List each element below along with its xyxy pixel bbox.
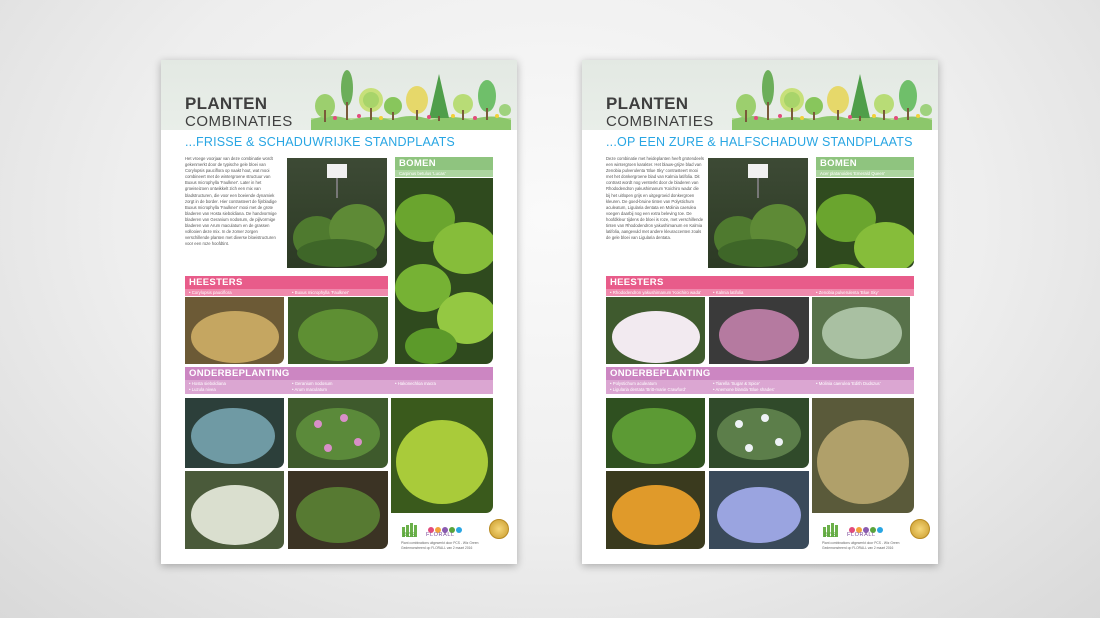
combination-photo bbox=[708, 158, 808, 268]
heesters-header: HEESTERS bbox=[606, 276, 914, 289]
bomen-photo bbox=[395, 178, 493, 364]
poster-right bbox=[582, 60, 938, 564]
pcs-logo-text: PCS bbox=[824, 533, 837, 539]
heesters-item: • Zenobia pulverulenta 'Blue Sky' bbox=[816, 290, 879, 295]
onderbeplanting-item: • Luzula nivea bbox=[189, 387, 216, 392]
heesters-item: • Rhododendron yakushimanum 'Koichiro wada' bbox=[610, 290, 702, 295]
award-medal-icon bbox=[910, 519, 930, 539]
heesters-photo-1 bbox=[185, 297, 284, 364]
intro-text: Deze combinatie met heideplanten heeft grotendeels een wintergroen karakter. Het blauw-grijze blad van Zenobia pulverulenta 'Blue Sky' contrasteert mooi met het donkergroene blad van Kalmia latifolia. Dit contrast wordt nog versterkt door de bladeren van Rhododendron yakushimanum 'Koichiro wada' die bij het uitlopen grijs en uitgegroeid donkergroen kleuren. De goed-bruine tinten van Polystichum aculeatum, Ligularia dentata en Molinia caerulea voegen daarbij nog een extra beleving toe. De hoofdkleur tijdens de bloei is roze, met verschillende tinten van Rhododendron yakushimanum en Kalmia latifolia, aangevuld met andere kleuraccenten zoals de gele bloei van Ligularia dentata. bbox=[606, 156, 705, 241]
heesters-header: HEESTERS bbox=[185, 276, 388, 289]
florall-logo-text: FLORALL bbox=[426, 532, 455, 538]
pcs-logo-text: PCS bbox=[403, 533, 416, 539]
onderbeplanting-item: • Polystichum aculeatum bbox=[610, 381, 657, 386]
intro-text: Het vroege voorjaar van deze combinatie wordt gekenmerkt door de typische gele bloei van Corylopsis pauciflora op naakt hout, wat mooi combineert met de wintergroene structuur van Buxus microphylla 'Faulkner'. Later in het groeiseizoen ontwikkelt zich een mix van bladstructuren, die voor een boeiende dynamiek zorgt in de border. Hier contrasteert de fijnbladige Buxus microphylla 'Faulkner' mooi met de grote bladeren van Hosta sieboldiana. De handvormige bladeren van Geranium nodosum, de pijlvormige bladeren van Arum maculatum en de grassen vollooien deze mix. In de zomer zorgen verschillende planten met diverse bloeistructuren voor een roze hoofdtint. bbox=[185, 156, 277, 247]
title-line2: COMBINATIES bbox=[185, 113, 293, 130]
onderbeplanting-item: • Anemone blanda 'Blue shades' bbox=[713, 387, 775, 392]
poster-header bbox=[582, 60, 938, 130]
onder-photo-3 bbox=[812, 398, 914, 513]
heesters-photo-2 bbox=[288, 297, 388, 364]
footer-line: Gedemonstreerd op FLORALL van 2 maart 2016 bbox=[822, 545, 894, 550]
onderbeplanting-item: • Arum maculatum bbox=[292, 387, 327, 392]
heesters-item: • Buxus microphylla 'Faulkner' bbox=[292, 290, 350, 295]
heesters-photo-3 bbox=[812, 297, 914, 364]
onderbeplanting-items-bar bbox=[606, 380, 914, 394]
bomen-item: Acer platanoides 'Emerald Queen' bbox=[816, 170, 914, 177]
onderbeplanting-item: • Ligularia dentata 'Britt-marie Crawford' bbox=[610, 387, 686, 392]
footer-line: Plant combinations uitgewerkt door PCS - Wiz Green bbox=[401, 541, 479, 545]
sponsor-logos bbox=[401, 519, 511, 541]
onderbeplanting-item: • Molinia caerulea 'Edith Dudszus' bbox=[816, 381, 881, 386]
combination-photo bbox=[287, 158, 387, 268]
title-line2: COMBINATIES bbox=[606, 113, 714, 130]
bomen-header: BOMEN bbox=[816, 157, 914, 170]
onder-photo-3 bbox=[391, 398, 493, 513]
onder-photo-1 bbox=[606, 398, 705, 468]
footer-credits bbox=[401, 541, 479, 551]
sponsor-logos bbox=[822, 519, 932, 541]
footer-credits bbox=[822, 541, 900, 551]
poster-header bbox=[161, 60, 517, 130]
onderbeplanting-item: • Geranium nodosum bbox=[292, 381, 333, 386]
bomen-photo bbox=[816, 178, 914, 268]
onderbeplanting-item: • Hakonechloa macra bbox=[395, 381, 436, 386]
onder-photo-5 bbox=[288, 471, 388, 549]
poster-left bbox=[161, 60, 517, 564]
florall-logo-icon bbox=[848, 521, 884, 541]
heesters-items-bar bbox=[185, 289, 388, 296]
heesters-item: • Corylopsis pauciflora bbox=[189, 290, 232, 295]
onder-photo-5 bbox=[709, 471, 809, 549]
onderbeplanting-items-bar bbox=[185, 380, 493, 394]
garden-illustration bbox=[732, 66, 932, 130]
title-line1: PLANTEN bbox=[185, 94, 268, 113]
bomen-item: Carpinus betulus 'Lucas' bbox=[395, 170, 493, 177]
footer-line: Gedemonstreerd op FLORALL van 2 maart 2016 bbox=[401, 545, 473, 550]
heesters-photo-1 bbox=[606, 297, 705, 364]
onderbeplanting-header: ONDERBEPLANTING bbox=[606, 367, 914, 380]
onder-photo-4 bbox=[606, 471, 705, 549]
florall-logo-text: FLORALL bbox=[847, 532, 876, 538]
heesters-item: • Kalmia latifolia bbox=[713, 290, 744, 295]
onder-photo-1 bbox=[185, 398, 284, 468]
subtitle: ...OP EEN ZURE & HALFSCHADUW STANDPLAATS bbox=[606, 135, 913, 149]
onderbeplanting-item: • Tiarella 'Sugar & Spice' bbox=[713, 381, 760, 386]
award-medal-icon bbox=[489, 519, 509, 539]
title-line1: PLANTEN bbox=[606, 94, 689, 113]
onderbeplanting-header: ONDERBEPLANTING bbox=[185, 367, 493, 380]
onder-photo-4 bbox=[185, 471, 284, 549]
onderbeplanting-item: • Hosta sieboldiana bbox=[189, 381, 226, 386]
florall-logo-icon bbox=[427, 521, 463, 541]
onder-photo-2 bbox=[709, 398, 809, 468]
bomen-header: BOMEN bbox=[395, 157, 493, 170]
heesters-photo-2 bbox=[709, 297, 809, 364]
heesters-items-bar bbox=[606, 289, 914, 296]
subtitle: ...FRISSE & SCHADUWRIJKE STANDPLAATS bbox=[185, 135, 455, 149]
onder-photo-2 bbox=[288, 398, 388, 468]
footer-line: Plant combinations uitgewerkt door PCS - Wiz Green bbox=[822, 541, 900, 545]
garden-illustration bbox=[311, 66, 511, 130]
